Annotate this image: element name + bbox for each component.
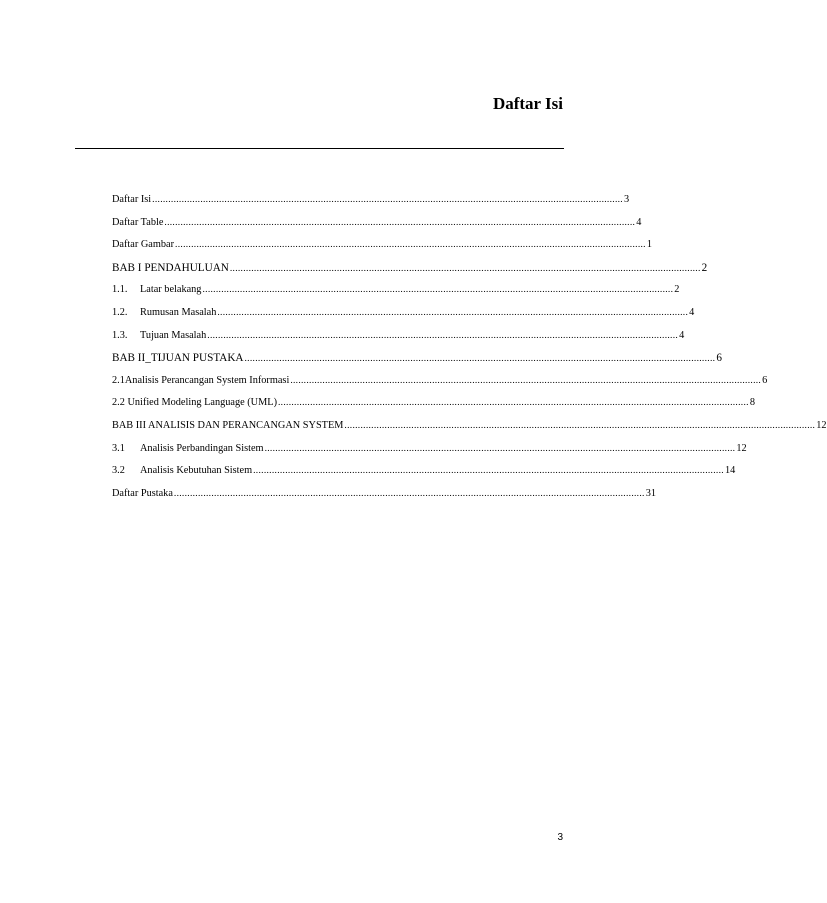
- toc-leader: ................................................................................................................................................................................: [207, 330, 679, 341]
- toc-entry-page: 4: [679, 329, 685, 341]
- toc-entry-label: Rumusan Masalah: [140, 306, 217, 318]
- page-title: Daftar Isi: [492, 94, 563, 113]
- toc-leader: ................................................................................................................................................................................: [217, 307, 689, 318]
- toc-entry-page: 12: [816, 419, 827, 431]
- toc-leader: ................................................................................................................................................................................: [202, 285, 674, 296]
- toc-entry-label: Daftar Gambar: [112, 239, 175, 251]
- toc-leader: ................................................................................................................................................................................: [229, 263, 701, 274]
- toc-entry[interactable]: [112, 239, 653, 262]
- toc-entry-label: Latar belakang: [140, 284, 202, 296]
- toc-leader: ................................................................................................................................................................................: [264, 443, 736, 454]
- toc-entry-number: 3.1: [112, 442, 125, 454]
- toc-entry-page: 6: [762, 374, 768, 386]
- toc-entry[interactable]: [112, 284, 680, 307]
- toc-leader: ................................................................................................................................................................................: [344, 420, 816, 431]
- toc-leader: ................................................................................................................................................................................: [173, 488, 645, 499]
- toc-entry[interactable]: [112, 487, 657, 511]
- toc-entry-page: 8: [749, 397, 755, 409]
- toc-leader: ................................................................................................................................................................................: [164, 217, 636, 228]
- toc-entry-page: 2: [701, 261, 708, 274]
- table-of-contents: [112, 194, 827, 510]
- toc-leader: ................................................................................................................................................................................: [175, 240, 646, 251]
- toc-entry-page: 1: [646, 239, 653, 251]
- page-number: 3: [557, 832, 563, 843]
- toc-leader: ................................................................................................................................................................................: [253, 466, 724, 477]
- toc-entry-label: BAB III ANALISIS DAN PERANCANGAN SYSTEM: [112, 419, 344, 431]
- toc-entry[interactable]: [112, 352, 722, 375]
- toc-entry-page: 6: [716, 352, 722, 365]
- toc-entry-page: 14: [724, 465, 736, 477]
- toc-entry-label: Daftar Table: [112, 216, 164, 228]
- toc-entry[interactable]: [112, 216, 642, 240]
- toc-entry[interactable]: [112, 374, 768, 398]
- toc-entry-page: 31: [645, 487, 657, 499]
- toc-leader: ................................................................................................................................................................................: [278, 398, 749, 409]
- toc-entry-label: 2.1Analisis Perancangan System Informasi: [112, 374, 290, 386]
- toc-entry-label: BAB I PENDAHULUAN: [112, 261, 229, 274]
- toc-entry-label: Tujuan Masalah: [140, 329, 207, 341]
- toc-entry[interactable]: [112, 397, 755, 420]
- toc-entry-number: 1.2.: [112, 306, 128, 318]
- toc-entry-page: 4: [636, 216, 642, 228]
- toc-leader: ................................................................................................................................................................................: [152, 195, 623, 205]
- toc-entry-label: 2.2 Unified Modeling Language (UML): [112, 397, 277, 409]
- heading-rule: [75, 148, 564, 149]
- toc-entry-number: 1.1.: [112, 284, 128, 296]
- toc-entry-page: 3: [623, 194, 630, 205]
- toc-entry-label: Analisis Kebutuhan Sistem: [140, 465, 253, 477]
- toc-leader: ................................................................................................................................................................................: [290, 375, 762, 386]
- toc-leader: ................................................................................................................................................................................: [244, 354, 716, 365]
- toc-entry-number: 3.2: [112, 465, 125, 477]
- toc-entry[interactable]: [112, 419, 827, 443]
- toc-entry-label: BAB II_TIJUAN PUSTAKA: [112, 352, 244, 365]
- toc-entry-label: Analisis Perbandingan Sistem: [140, 442, 264, 454]
- toc-entry[interactable]: [112, 442, 747, 466]
- toc-entry[interactable]: [112, 306, 695, 330]
- toc-entry[interactable]: [112, 465, 736, 488]
- toc-entry[interactable]: [112, 194, 630, 217]
- toc-entry-label: Daftar Isi: [112, 194, 152, 205]
- toc-entry-label: Daftar Pustaka: [112, 487, 173, 499]
- toc-entry-page: 12: [736, 442, 747, 454]
- toc-entry[interactable]: [112, 329, 685, 353]
- toc-entry-number: 1.3.: [112, 329, 128, 341]
- toc-entry[interactable]: [112, 261, 708, 285]
- toc-entry-page: 4: [689, 306, 695, 318]
- toc-entry-page: 2: [674, 284, 680, 296]
